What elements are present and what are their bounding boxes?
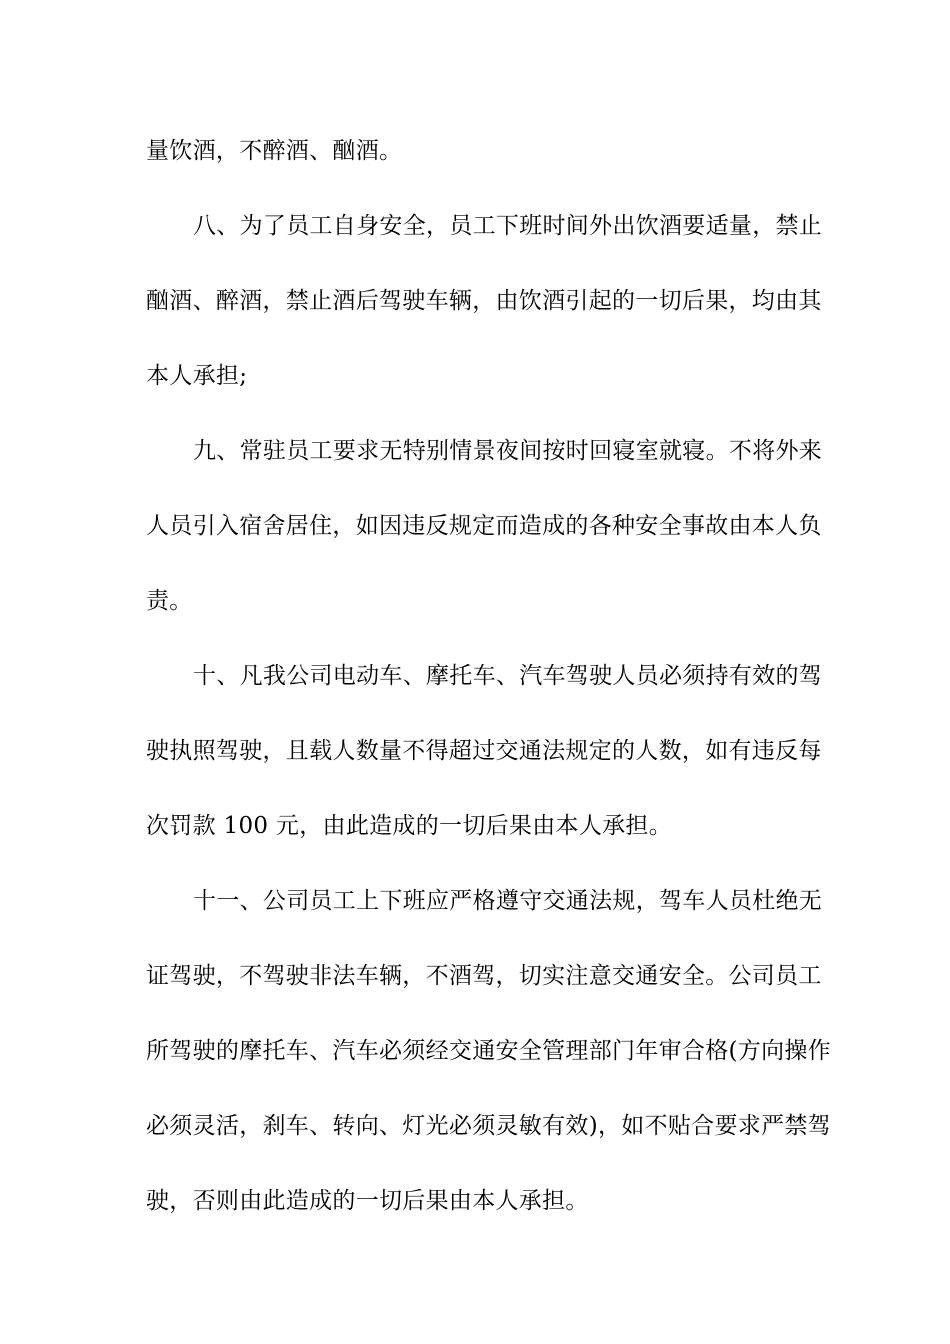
paragraph-8-line-3: 本人承担; <box>146 363 248 389</box>
paragraph-11-line-1: 十一、公司员工上下班应严格遵守交通法规，驾车人员杜绝无 <box>193 888 823 914</box>
paragraph-11-line-5: 驶，否则由此造成的一切后果由本人承担。 <box>146 1188 589 1214</box>
paragraph-9-line-2: 人员引入宿舍居住，如因违反规定而造成的各种安全事故由本人负 <box>146 513 822 539</box>
paragraph-10-line-2: 驶执照驾驶，且载人数量不得超过交通法规定的人数，如有违反每 <box>146 738 822 764</box>
paragraph-11-line-4: 必须灵活，刹车、转向、灯光必须灵敏有效)，如不贴合要求严禁驾 <box>146 1113 831 1139</box>
paragraph-8-line-1: 八、为了员工自身安全，员工下班时间外出饮酒要适量，禁止 <box>193 213 823 239</box>
paragraph-9-line-1: 九、常驻员工要求无特别情景夜间按时回寝室就寝。不将外来 <box>193 438 823 464</box>
paragraph-8-line-2: 酗酒、醉酒，禁止酒后驾驶车辆，由饮酒引起的一切后果，均由其 <box>146 288 822 314</box>
paragraph-10-line-3: 次罚款 100 元，由此造成的一切后果由本人承担。 <box>146 813 673 839</box>
paragraph-11-line-2: 证驾驶，不驾驶非法车辆，不酒驾，切实注意交通安全。公司员工 <box>146 963 822 989</box>
text-line: 量饮酒，不醉酒、酗酒。 <box>146 138 403 164</box>
paragraph-11-line-3: 所驾驶的摩托车、汽车必须经交通安全管理部门年审合格(方向操作 <box>146 1038 831 1064</box>
paragraph-10-line-1: 十、凡我公司电动车、摩托车、汽车驾驶人员必须持有效的驾 <box>193 663 823 689</box>
paragraph-9-line-3: 责。 <box>146 588 193 614</box>
